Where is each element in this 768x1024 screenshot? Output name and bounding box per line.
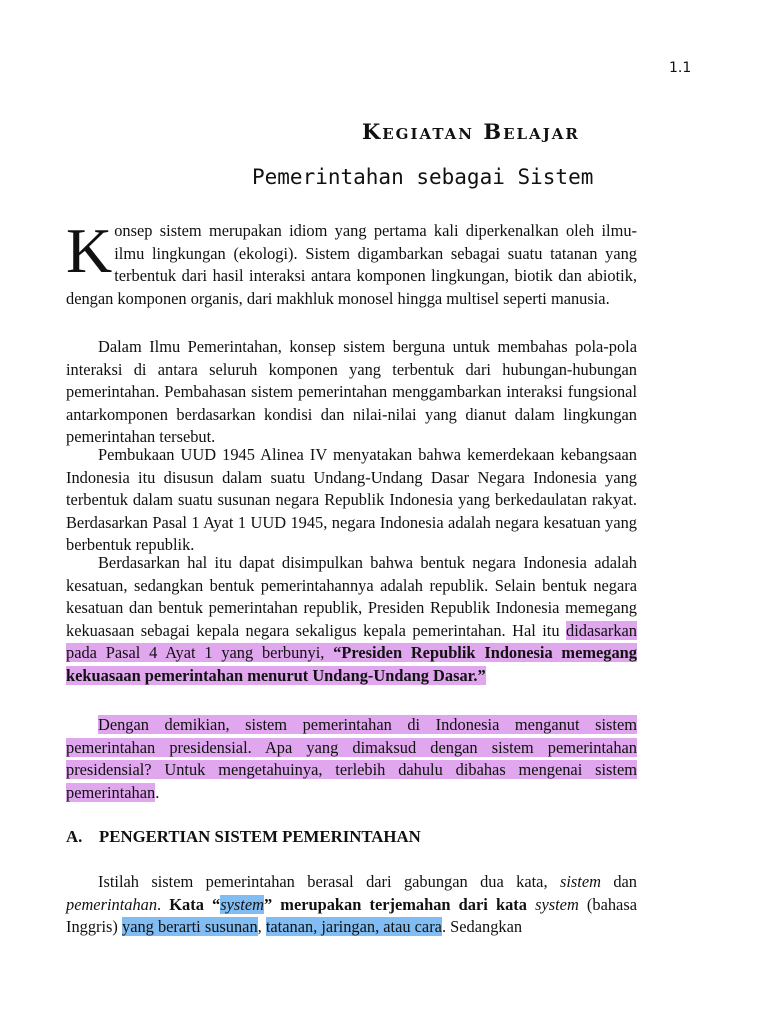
text-run: dan (600, 872, 638, 891)
text-run (527, 895, 535, 914)
section-heading (66, 827, 421, 847)
paragraph-text: Dalam Ilmu Pemerintahan, konsep sistem berguna untuk membahas pola-pola interaksi di antara seluruh komponen yang terbentuk dari hubungan-hubungan pemerintahan. Pembahasan sistem pemerintahan menggambarkan interaksi fungsional antarkomponen berdasarkan kondisi dan nilai-nilai yang dianut dalam lingkungan pemerintahan tersebut. (66, 337, 637, 446)
paragraph-intro (66, 215, 637, 310)
paragraph-end: . (155, 782, 160, 802)
italic-term: system (535, 894, 579, 914)
paragraph-text: Pembukaan UUD 1945 Alinea IV menyatakan bahwa kemerdekaan kebangsaan Indonesia itu disusun dalam suatu Undang-Undang Dasar Negara Indonesia yang terbentuk dalam suatu susunan negara Republik Indonesia yang berkedaulatan rakyat. Berdasarkan Pasal 1 Ayat 1 UUD 1945, negara Indonesia adalah negara kesatuan yang berbentuk republik. (66, 445, 637, 554)
text-run: Istilah sistem pemerintahan berasal dari gabungan dua kata, (98, 872, 560, 891)
bold-text: Kata “ (169, 894, 221, 914)
section-label-kegiatan-belajar: Kegiatan Belajar (362, 119, 580, 144)
paragraph-kesimpulan (66, 714, 637, 804)
paragraph-istilah (66, 871, 637, 939)
italic-term: pemerintahan (66, 894, 158, 914)
page-title: Pemerintahan sebagai Sistem (252, 165, 594, 189)
drop-cap: K (66, 215, 113, 286)
section-heading-title: PENGERTIAN SISTEM PEMERINTAHAN (99, 827, 421, 846)
paragraph-text: Berdasarkan hal itu dapat disimpulkan bahwa bentuk negara Indonesia adalah kesatuan, sedangkan bentuk pemerintahannya adalah republik. Selain bentuk negara kesatuan dan bentuk pemerintahan republik, Presiden Republik Indonesia memegang kekuasaan sebagai kepala negara sekaligus kepala pemerintahan. Hal itu (66, 553, 637, 640)
paragraph-bentuk-negara (66, 552, 637, 687)
paragraph-ilmu-pemerintahan (66, 336, 637, 449)
highlighted-text: didasarkan pada Pasal 4 Ayat 1 yang berbunyi, (66, 620, 637, 662)
section-heading-label: A. (66, 827, 83, 846)
highlighted-text: tatanan, jaringan, atau cara (265, 917, 442, 936)
highlighted-term: system (220, 894, 264, 914)
text-run: . (157, 894, 170, 914)
highlighted-text: yang berarti susunan (122, 917, 258, 936)
bold-text: ” merupakan terjemahan dari kata (263, 894, 527, 914)
italic-term: sistem (559, 872, 601, 891)
text-run: (bahasa Inggris) (66, 894, 637, 936)
paragraph-text: onsep sistem merupakan idiom yang pertama kali diperkenalkan oleh ilmu-ilmu lingkungan (ekologi). Sistem digambarkan sebagai suatu tatanan yang terbentuk dari hasil interaksi antara komponen lingkungan, biotik dan abiotik, dengan komponen organis, dari makhluk monosel hingga multisel seperti manusia. (66, 221, 637, 308)
paragraph-pembukaan-uud (66, 444, 637, 557)
highlighted-quote: “Presiden Republik Indonesia memegang kekuasaan pemerintahan menurut Undang-Undang Dasar.” (66, 643, 637, 685)
text-run: . Sedangkan (441, 917, 523, 936)
highlighted-text: Dengan demikian, sistem pemerintahan di Indonesia menganut sistem pemerintahan presidensial. Apa yang dimaksud dengan sistem pemerintahan presidensial? Untuk mengetahuinya, terlebih dahulu dibahas mengenai sistem pemerintahan (66, 715, 637, 802)
text-run: , (257, 917, 266, 936)
page-number: 1.1 (669, 60, 692, 76)
